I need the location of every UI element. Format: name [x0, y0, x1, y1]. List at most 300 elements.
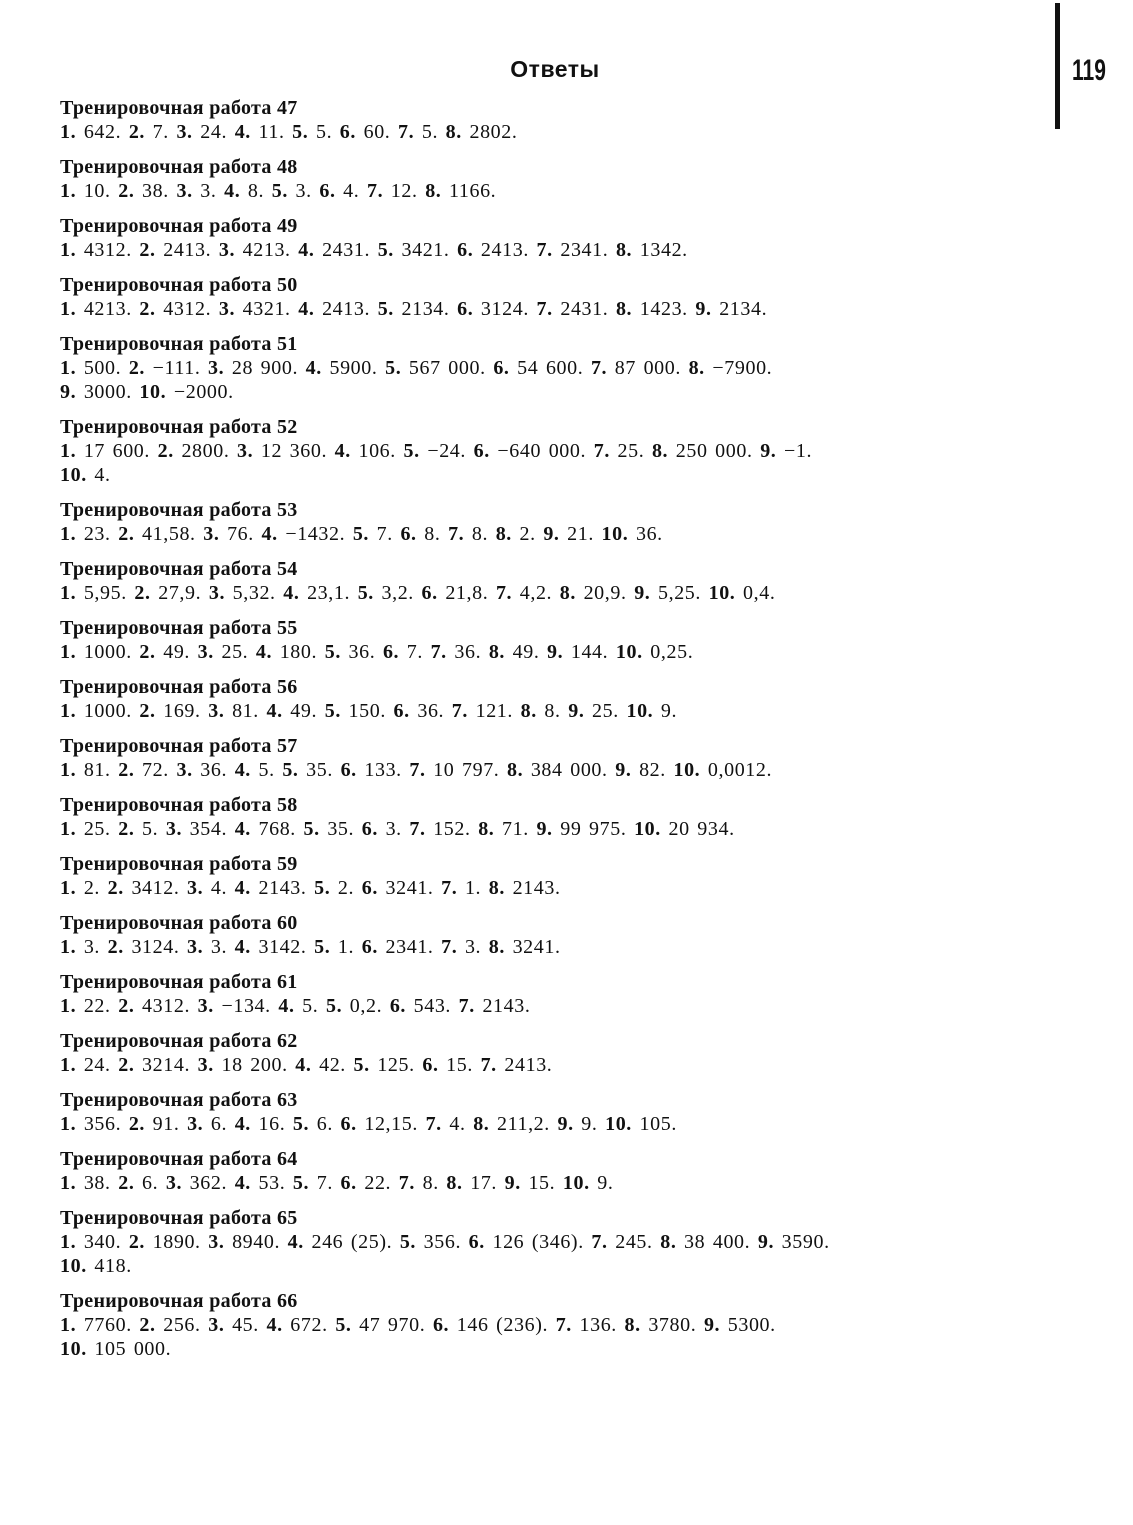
answer-number: 4. — [261, 523, 278, 545]
answer-number: 3. — [208, 582, 226, 604]
answer-number: 5. — [325, 995, 343, 1017]
answer-number: 2. — [118, 180, 135, 202]
answer-value: 4213. — [242, 239, 291, 261]
answer-value: 8. — [471, 523, 489, 545]
answer-value: 4321. — [242, 298, 291, 320]
answer-value: 2413. — [480, 239, 529, 261]
page-header — [0, 56, 1133, 92]
answer-value: 38. — [142, 180, 169, 202]
answer-value: 642. — [83, 121, 122, 143]
answer-number: 8. — [478, 818, 495, 840]
answer-value: 22. — [364, 1172, 392, 1194]
answer-value: 36. — [348, 641, 376, 663]
answer-value: 2341. — [560, 239, 609, 261]
answer-line — [60, 640, 1060, 664]
work-section — [60, 498, 1060, 546]
answer-number: 1. — [60, 1054, 77, 1076]
work-answers — [60, 758, 1060, 782]
answer-value: 60. — [363, 121, 391, 143]
answer-value: −1. — [784, 440, 813, 462]
answer-number: 6. — [339, 121, 356, 143]
answer-number: 8. — [507, 759, 524, 781]
work-section — [60, 96, 1060, 144]
page-title: Ответы — [510, 56, 600, 82]
answer-number: 7. — [398, 1172, 415, 1194]
answer-number: 3. — [208, 1314, 225, 1336]
answer-number: 4. — [234, 877, 251, 899]
answer-number: 7. — [441, 877, 458, 899]
answer-value: 1166. — [449, 180, 497, 202]
answer-line — [60, 994, 1060, 1018]
answer-value: 25. — [617, 440, 645, 462]
answer-value: 4. — [449, 1113, 466, 1135]
answer-value: 3. — [385, 818, 402, 840]
answer-line — [60, 120, 1060, 144]
answer-value: 54 600. — [517, 357, 584, 379]
answer-number: 5. — [303, 818, 320, 840]
answer-number: 1. — [60, 1113, 77, 1135]
answer-value: 81. — [83, 759, 111, 781]
answer-number: 3. — [187, 1113, 204, 1135]
answer-number: 4. — [298, 239, 315, 261]
answer-number: 2. — [118, 818, 135, 840]
answer-value: 15. — [528, 1172, 556, 1194]
work-answers — [60, 817, 1060, 841]
answer-number: 10. — [562, 1172, 590, 1194]
answer-value: 256. — [163, 1314, 201, 1336]
answer-number: 8. — [488, 936, 505, 958]
answer-number: 6. — [422, 1054, 439, 1076]
answer-number: 9. — [536, 818, 553, 840]
page-number: 119 — [1072, 54, 1106, 87]
work-title: Тренировочная работа 53 — [60, 499, 298, 521]
answer-value: 8940. — [232, 1231, 281, 1253]
answer-value: 4312. — [142, 995, 191, 1017]
answer-value: 1. — [464, 877, 482, 899]
work-answers — [60, 179, 1060, 203]
work-title: Тренировочная работа 63 — [60, 1089, 298, 1111]
answer-number: 2. — [118, 523, 135, 545]
answer-line — [60, 439, 1060, 463]
answer-number: 7. — [430, 641, 447, 663]
answer-value: 3124. — [480, 298, 529, 320]
answer-value: 356. — [83, 1113, 122, 1135]
answer-number: 4. — [234, 1113, 251, 1135]
answer-value: 543. — [413, 995, 452, 1017]
answer-number: 6. — [493, 357, 510, 379]
answer-value: 9. — [597, 1172, 614, 1194]
answer-value: 1000. — [83, 700, 132, 722]
answer-value: 4213. — [83, 298, 132, 320]
answer-number: 2. — [118, 1172, 135, 1194]
answer-number: 5. — [324, 700, 341, 722]
answer-value: 7. — [406, 641, 423, 663]
answer-value: 41,58. — [142, 523, 196, 545]
answer-value: 8. — [424, 523, 441, 545]
answer-value: 3241. — [512, 936, 561, 958]
answer-value: 7. — [152, 121, 169, 143]
answer-value: 38 400. — [684, 1231, 751, 1253]
answer-value: 2. — [337, 877, 355, 899]
answer-value: 3. — [83, 936, 101, 958]
answer-value: 121. — [475, 700, 513, 722]
answer-number: 10. — [60, 464, 87, 486]
answer-value: 5. — [142, 818, 159, 840]
answer-number: 7. — [409, 759, 426, 781]
answer-line — [60, 356, 1060, 380]
answer-value: 28 900. — [231, 357, 299, 379]
answer-value: 49. — [163, 641, 191, 663]
answer-value: 2413. — [163, 239, 212, 261]
work-section — [60, 1088, 1060, 1136]
answer-number: 7. — [409, 818, 426, 840]
answer-value: 23. — [83, 523, 111, 545]
answer-value: 144. — [570, 641, 609, 663]
answer-number: 5. — [314, 936, 331, 958]
answer-number: 8. — [688, 357, 705, 379]
answer-value: 8. — [247, 180, 265, 202]
answer-number: 5. — [335, 1314, 352, 1336]
answer-value: 6. — [316, 1113, 333, 1135]
answer-number: 1. — [60, 440, 77, 462]
answer-number: 4. — [234, 121, 251, 143]
answer-line — [60, 581, 1060, 605]
answer-number: 5. — [399, 1231, 417, 1253]
answer-value: 362. — [189, 1172, 228, 1194]
work-title: Тренировочная работа 60 — [60, 912, 298, 934]
work-title: Тренировочная работа 50 — [60, 274, 298, 296]
answer-number: 4. — [224, 180, 241, 202]
work-title: Тренировочная работа 61 — [60, 971, 298, 993]
answer-number: 4. — [234, 936, 251, 958]
answer-value: 567 000. — [408, 357, 486, 379]
answer-value: 4. — [210, 877, 228, 899]
work-section — [60, 557, 1060, 605]
answer-value: 7760. — [83, 1314, 132, 1336]
work-section — [60, 155, 1060, 203]
answer-value: 17 600. — [83, 440, 151, 462]
work-answers — [60, 238, 1060, 262]
answer-number: 10. — [601, 523, 629, 545]
answer-number: 7. — [366, 180, 384, 202]
answer-number: 5. — [324, 641, 341, 663]
answer-value: 12,15. — [364, 1113, 418, 1135]
answer-number: 4. — [295, 1054, 312, 1076]
answer-value: 42. — [319, 1054, 346, 1076]
answer-number: 5. — [314, 877, 331, 899]
work-answers — [60, 297, 1060, 321]
answer-value: 3142. — [258, 936, 307, 958]
answer-value: 146 (236). — [456, 1314, 549, 1336]
answer-value: 105. — [639, 1113, 677, 1135]
work-title: Тренировочная работа 49 — [60, 215, 298, 237]
answer-number: 8. — [473, 1113, 490, 1135]
work-answers — [60, 876, 1060, 900]
answer-number: 1. — [60, 1314, 77, 1336]
answer-number: 1. — [60, 523, 77, 545]
work-section — [60, 911, 1060, 959]
answer-value: 6. — [210, 1113, 228, 1135]
answer-number: 2. — [107, 877, 124, 899]
answer-number: 8. — [425, 180, 442, 202]
answer-value: −1432. — [285, 523, 346, 545]
answer-number: 3. — [208, 700, 225, 722]
answer-value: 81. — [232, 700, 259, 722]
answer-number: 6. — [340, 1172, 357, 1194]
work-answers — [60, 1313, 1060, 1361]
answer-value: 3,2. — [381, 582, 414, 604]
answer-line — [60, 1053, 1060, 1077]
answer-number: 4. — [278, 995, 295, 1017]
answer-number: 9. — [703, 1314, 721, 1336]
answer-value: 82. — [639, 759, 666, 781]
answer-value: 20,9. — [583, 582, 627, 604]
answer-value: 500. — [83, 357, 122, 379]
answer-value: 25. — [221, 641, 249, 663]
answer-number: 1. — [60, 180, 77, 202]
answer-value: 5. — [258, 759, 275, 781]
answer-number: 2. — [139, 641, 156, 663]
answer-number: 5. — [292, 1172, 310, 1194]
answer-value: 9. — [660, 700, 678, 722]
answer-value: 22. — [83, 995, 111, 1017]
work-answers — [60, 581, 1060, 605]
answer-number: 10. — [673, 759, 701, 781]
work-title: Тренировочная работа 64 — [60, 1148, 298, 1170]
work-answers — [60, 1053, 1060, 1077]
answer-number: 4. — [287, 1231, 304, 1253]
answer-line — [60, 522, 1060, 546]
answer-value: 4. — [343, 180, 360, 202]
answer-number: 5. — [377, 239, 394, 261]
answer-value: 2134. — [401, 298, 450, 320]
answer-value: 3000. — [83, 381, 132, 403]
answer-number: 2. — [128, 121, 146, 143]
answer-line — [60, 935, 1060, 959]
answer-value: 5,95. — [83, 582, 127, 604]
answer-number: 2. — [139, 700, 156, 722]
answer-number: 9. — [634, 582, 651, 604]
answer-value: 5900. — [329, 357, 378, 379]
answer-value: 0,2. — [349, 995, 383, 1017]
answer-value: −2000. — [173, 381, 234, 403]
answer-value: 2431. — [322, 239, 371, 261]
answer-number: 6. — [457, 298, 474, 320]
answer-value: 384 000. — [530, 759, 608, 781]
answer-number: 9. — [60, 381, 77, 403]
answer-value: 25. — [592, 700, 619, 722]
work-title: Тренировочная работа 54 — [60, 558, 298, 580]
work-answers — [60, 699, 1060, 723]
answer-number: 10. — [634, 818, 661, 840]
work-section — [60, 1029, 1060, 1077]
answer-value: 87 000. — [614, 357, 681, 379]
answer-value: 15. — [446, 1054, 473, 1076]
answer-number: 4. — [234, 759, 251, 781]
answer-number: 6. — [319, 180, 336, 202]
answer-number: 3. — [176, 121, 193, 143]
answer-value: 20 934. — [668, 818, 735, 840]
answer-value: 2. — [519, 523, 536, 545]
answer-value: 17. — [470, 1172, 498, 1194]
answer-number: 5. — [403, 440, 420, 462]
work-title: Тренировочная работа 51 — [60, 333, 298, 355]
answer-value: 4,2. — [519, 582, 553, 604]
answer-number: 5. — [292, 1113, 310, 1135]
answer-line — [60, 1230, 1060, 1254]
answer-value: 25. — [83, 818, 111, 840]
answer-value: 1000. — [83, 641, 132, 663]
answer-value: 2134. — [719, 298, 768, 320]
answer-value: 105 000. — [94, 1338, 172, 1360]
answer-number: 1. — [60, 877, 77, 899]
answer-value: 152. — [433, 818, 471, 840]
answer-number: 7. — [480, 1054, 497, 1076]
answer-number: 3. — [237, 440, 254, 462]
answer-value: 2800. — [181, 440, 230, 462]
work-answers — [60, 1171, 1060, 1195]
answer-number: 8. — [660, 1231, 677, 1253]
work-title: Тренировочная работа 59 — [60, 853, 298, 875]
answer-number: 6. — [340, 759, 357, 781]
answer-number: 1. — [60, 759, 77, 781]
work-title: Тренировочная работа 47 — [60, 97, 298, 119]
answer-number: 4. — [305, 357, 322, 379]
answer-line — [60, 1254, 1060, 1278]
answer-value: 3780. — [648, 1314, 697, 1336]
answer-value: 126 (346). — [492, 1231, 584, 1253]
answer-number: 5. — [352, 523, 370, 545]
answer-number: 8. — [520, 700, 537, 722]
answer-number: 4. — [266, 1314, 283, 1336]
answer-number: 3. — [165, 1172, 183, 1194]
answer-number: 5. — [385, 357, 402, 379]
answer-value: 18 200. — [221, 1054, 288, 1076]
answer-value: 2802. — [469, 121, 518, 143]
answer-number: 7. — [590, 357, 608, 379]
answer-value: 169. — [163, 700, 201, 722]
answer-number: 3. — [203, 523, 220, 545]
answer-value: 2. — [83, 877, 101, 899]
answer-line — [60, 758, 1060, 782]
answer-number: 4. — [283, 582, 300, 604]
answer-number: 2. — [139, 1314, 156, 1336]
work-title: Тренировочная работа 65 — [60, 1207, 298, 1229]
answer-number: 6. — [432, 1314, 450, 1336]
answer-number: 8. — [615, 239, 633, 261]
answer-number: 1. — [60, 700, 77, 722]
answer-number: 9. — [543, 523, 560, 545]
answer-number: 2. — [139, 298, 156, 320]
answer-value: 10 797. — [433, 759, 500, 781]
work-section — [60, 970, 1060, 1018]
answer-value: 23,1. — [307, 582, 351, 604]
answer-number: 2. — [118, 1054, 135, 1076]
work-section — [60, 415, 1060, 487]
answer-number: 5. — [282, 759, 299, 781]
answer-value: 36. — [454, 641, 482, 663]
answer-number: 6. — [382, 641, 400, 663]
answer-number: 7. — [536, 298, 553, 320]
answer-number: 8. — [488, 641, 506, 663]
answer-value: 49. — [290, 700, 318, 722]
answer-value: 72. — [142, 759, 169, 781]
answer-number: 1. — [60, 357, 77, 379]
answer-value: 0,4. — [743, 582, 776, 604]
answer-value: 5. — [421, 121, 439, 143]
answer-value: 10. — [83, 180, 111, 202]
answer-value: 2341. — [385, 936, 434, 958]
answer-number: 1. — [60, 995, 77, 1017]
answer-number: 8. — [446, 1172, 463, 1194]
answer-number: 4. — [234, 818, 251, 840]
work-section — [60, 1206, 1060, 1278]
answer-number: 8. — [615, 298, 633, 320]
answer-value: 4312. — [83, 239, 132, 261]
answer-value: −24. — [427, 440, 466, 462]
answer-value: 12 360. — [260, 440, 328, 462]
answer-value: 38. — [83, 1172, 111, 1194]
answer-number: 10. — [139, 381, 167, 403]
answer-value: 1423. — [639, 298, 688, 320]
work-answers — [60, 935, 1060, 959]
answer-number: 1. — [60, 582, 77, 604]
answer-number: 9. — [615, 759, 632, 781]
work-title: Тренировочная работа 48 — [60, 156, 298, 178]
answer-line — [60, 380, 1060, 404]
answer-value: 35. — [306, 759, 333, 781]
answer-value: 3124. — [131, 936, 180, 958]
work-section — [60, 1289, 1060, 1361]
answer-number: 1. — [60, 1231, 77, 1253]
answer-number: 9. — [760, 440, 777, 462]
answer-value: 245. — [615, 1231, 653, 1253]
answer-number: 3. — [197, 641, 214, 663]
answer-value: 7. — [316, 1172, 333, 1194]
answer-value: 12. — [390, 180, 418, 202]
answer-number: 7. — [441, 936, 458, 958]
answer-value: 76. — [227, 523, 254, 545]
answer-value: 36. — [635, 523, 663, 545]
answer-value: 7. — [376, 523, 393, 545]
answer-number: 2. — [118, 995, 135, 1017]
answer-value: 3. — [210, 936, 228, 958]
answer-value: 35. — [327, 818, 355, 840]
work-title: Тренировочная работа 57 — [60, 735, 298, 757]
answer-number: 3. — [218, 298, 236, 320]
answer-number: 3. — [176, 180, 193, 202]
answer-number: 7. — [536, 239, 553, 261]
answer-value: 36. — [200, 759, 228, 781]
answer-number: 3. — [187, 877, 204, 899]
answer-number: 10. — [60, 1255, 87, 1277]
answer-value: 5,25. — [658, 582, 701, 604]
answer-number: 5. — [353, 1054, 370, 1076]
answer-number: 3. — [208, 357, 225, 379]
answer-number: 5. — [377, 298, 394, 320]
answer-number: 7. — [425, 1113, 442, 1135]
answer-number: 9. — [547, 641, 564, 663]
answer-value: 21,8. — [445, 582, 489, 604]
answer-line — [60, 179, 1060, 203]
answer-number: 4. — [298, 298, 315, 320]
answer-number: 6. — [340, 1113, 357, 1135]
work-title: Тренировочная работа 55 — [60, 617, 298, 639]
answer-number: 3. — [187, 936, 204, 958]
answer-number: 3. — [197, 1054, 214, 1076]
work-answers — [60, 120, 1060, 144]
answer-number: 1. — [60, 1172, 77, 1194]
